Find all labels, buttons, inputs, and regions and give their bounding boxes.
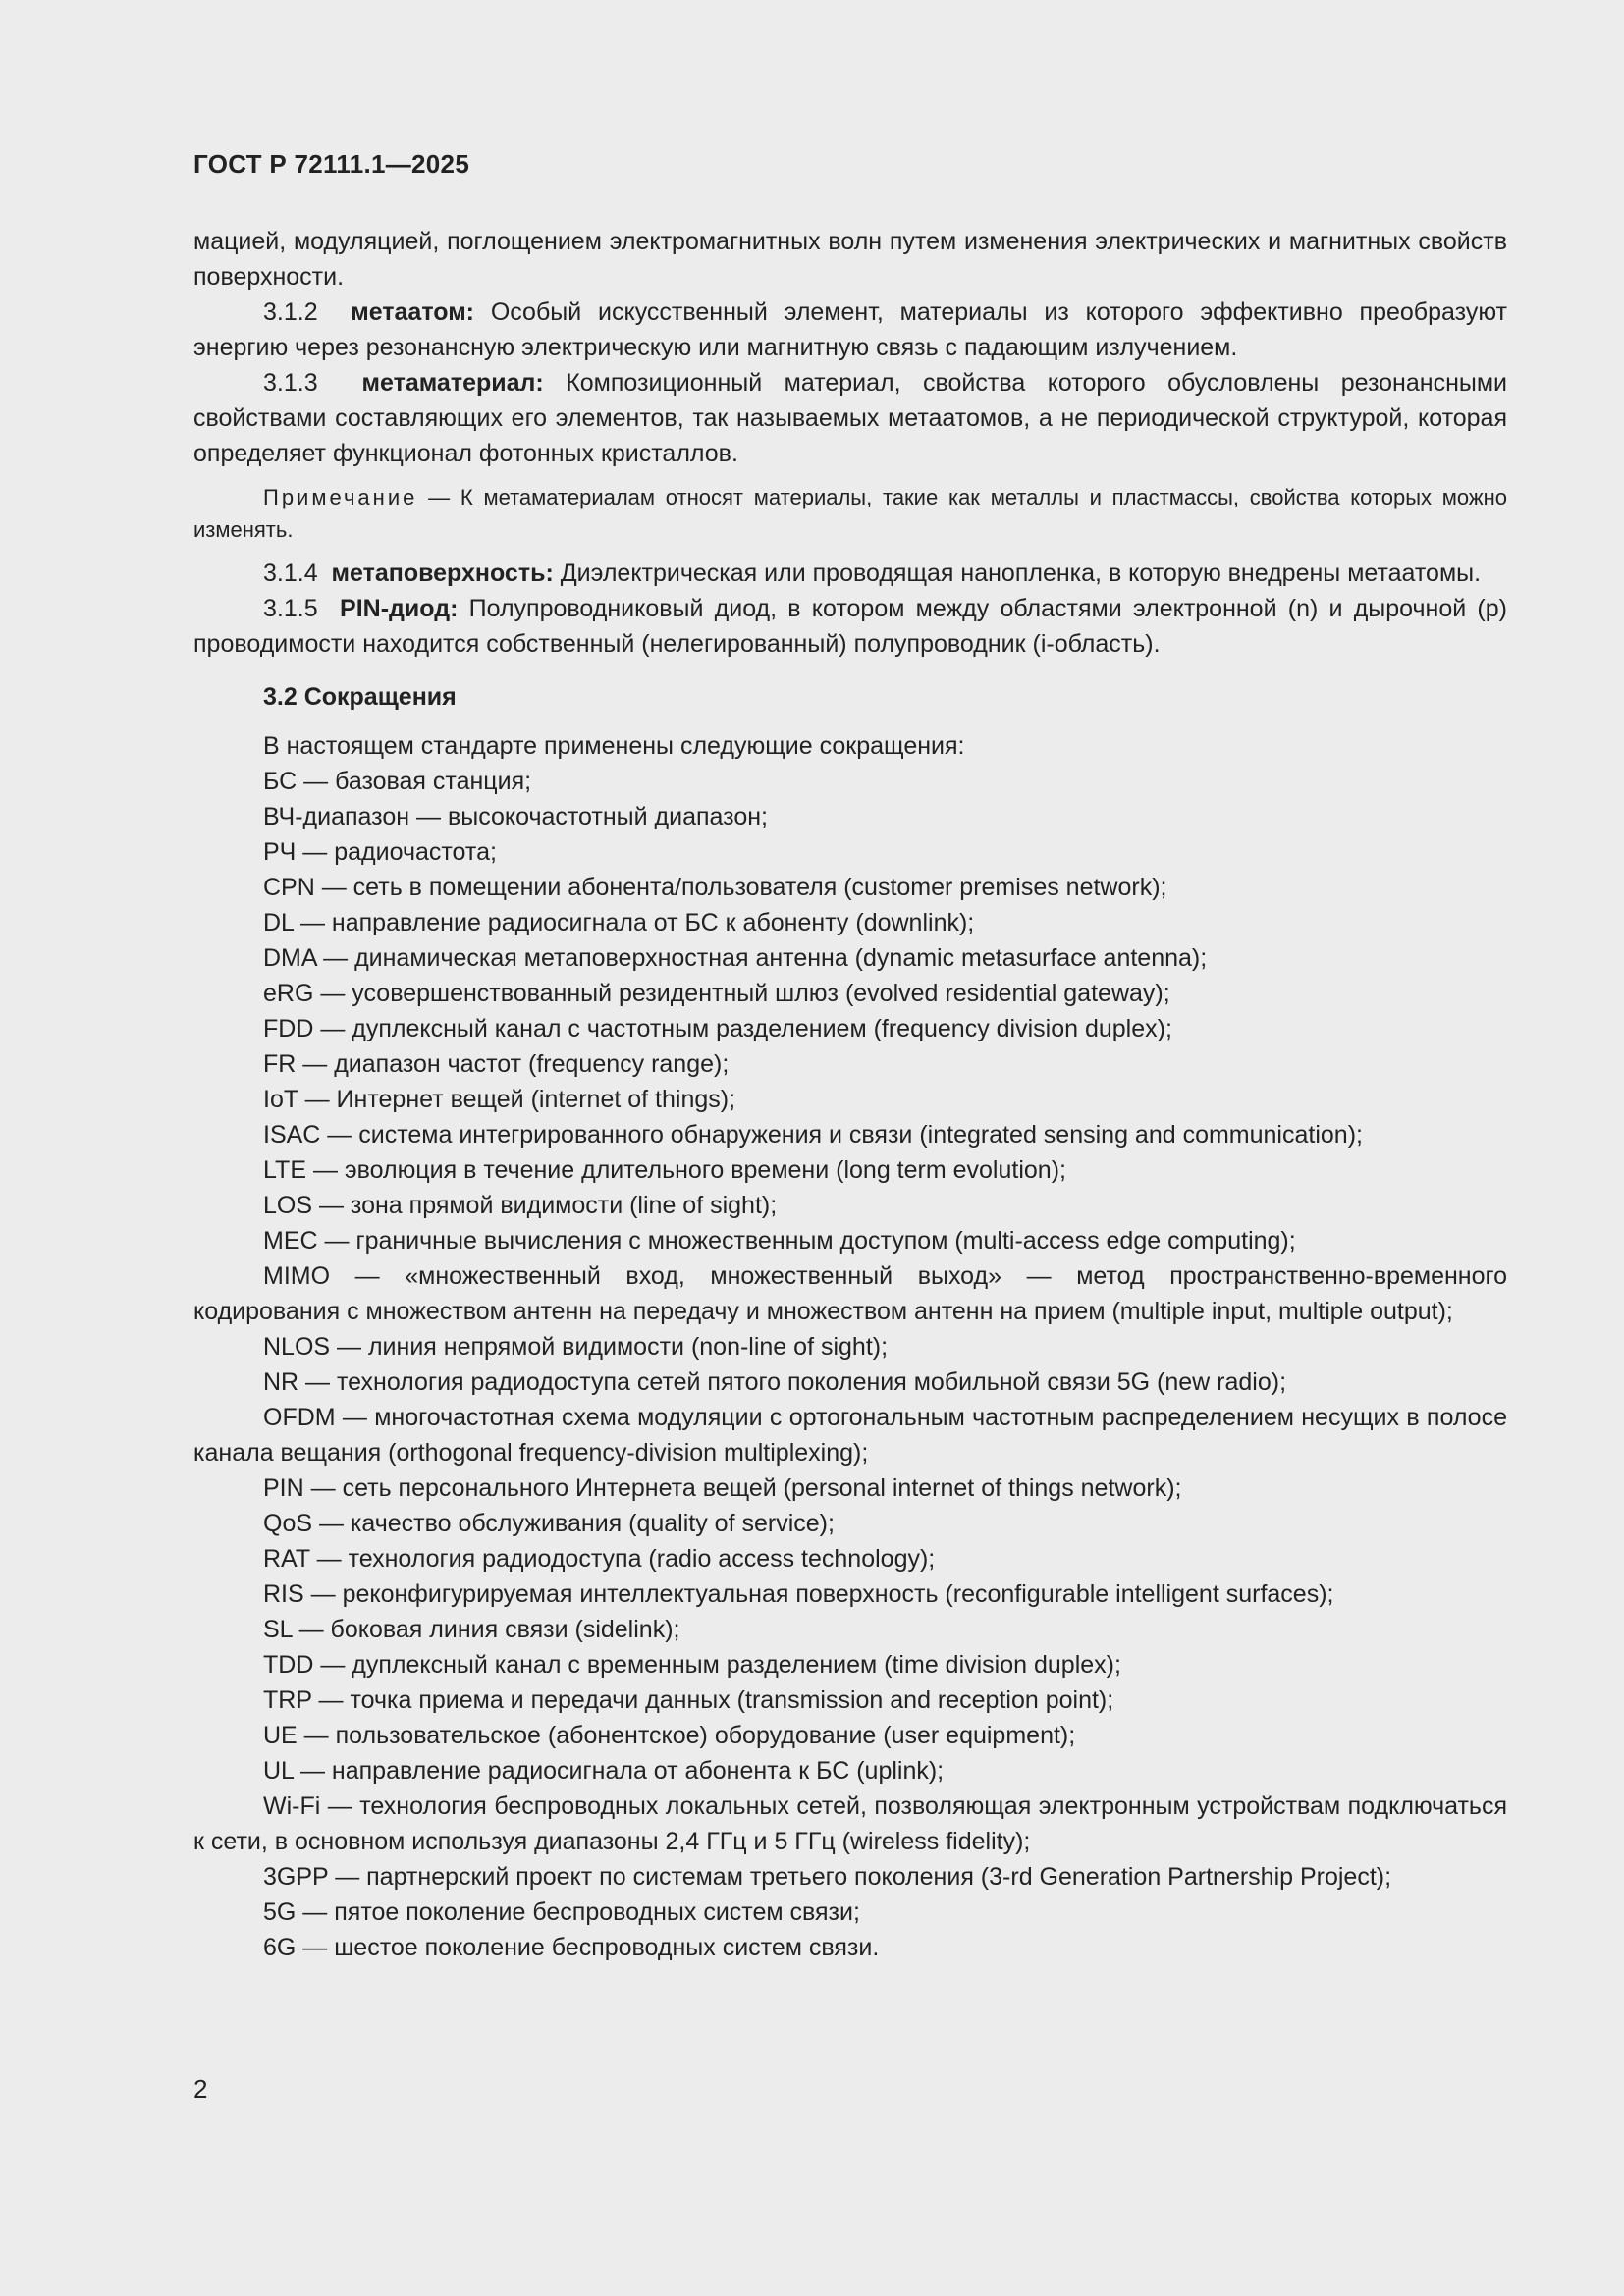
abbreviation-item: LOS — зона прямой видимости (line of sight); <box>263 1192 778 1219</box>
abbreviation-item: ВЧ-диапазон — высокочастотный диапазон; <box>263 803 768 830</box>
abbreviation-item: 6G — шестое поколение беспроводных систем связи. <box>263 1934 880 1961</box>
definition-number: 3.1.3 <box>263 369 318 397</box>
abbreviation-item: SL — боковая линия связи (sidelink); <box>263 1616 680 1643</box>
abbreviations-list <box>193 764 1507 1965</box>
definition-item <box>193 365 1507 471</box>
abbreviation-item: IoT — Интернет вещей (internet of things); <box>263 1086 736 1113</box>
definition-item <box>193 294 1507 365</box>
abbreviation-item: FDD — дуплексный канал с частотным разделением (frequency division duplex); <box>263 1015 1172 1042</box>
section-title: 3.2 Сокращения <box>263 683 457 711</box>
abbreviation-item: MIMO — «множественный вход, множественный выход» — метод пространственно-временного кодирования с множеством антенн на передачу и множеством антенн на прием (multiple input, multiple output); <box>193 1262 1507 1325</box>
definition-text: Особый искусственный элемент, материалы из которого эффективно преобразуют энергию через резонансную электрическую или магнитную связь с падающим излучением. <box>193 298 1507 361</box>
abbreviation-item: NLOS — линия непрямой видимости (non-line of sight); <box>263 1333 889 1361</box>
definition-item <box>193 591 1507 662</box>
intro-paragraph: мацией, модуляцией, поглощением электромагнитных волн путем изменения электрических и магнитных свойств поверхности. <box>193 228 1507 291</box>
abbreviation-item: FR — диапазон частот (frequency range); <box>263 1050 730 1078</box>
abbreviation-item: Wi-Fi — технология беспроводных локальных сетей, позволяющая электронным устройствам подключаться к сети, в основном используя диапазоны 2,4 ГГц и 5 ГГц (wireless fidelity); <box>193 1792 1507 1855</box>
document-body <box>193 224 1507 1965</box>
abbreviation-item: LTE — эволюция в течение длительного времени (long term evolution); <box>263 1156 1066 1184</box>
abbreviation-item: PIN — сеть персонального Интернета вещей (personal internet of things network); <box>263 1474 1182 1502</box>
abbreviation-item: MEC — граничные вычисления с множественным доступом (multi-access edge computing); <box>263 1227 1296 1255</box>
abbreviation-item: OFDM — многочастотная схема модуляции с ортогональным частотным распределением несущих в полосе канала вещания (orthogonal frequency-division multiplexing); <box>193 1404 1507 1467</box>
abbreviation-item: 3GPP — партнерский проект по системам третьего поколения (3-rd Generation Partnership Project); <box>263 1863 1392 1891</box>
definition-text: Композиционный материал, свойства которого обусловлены резонансными свойствами составляющих его элементов, так называемых метаатомов, а не периодической структурой, которая определяет функционал фотонных кристаллов. <box>193 369 1507 467</box>
page-number: 2 <box>193 2074 208 2104</box>
definition-number: 3.1.5 <box>263 595 318 622</box>
abbreviation-item: eRG — усовершенствованный резидентный шлюз (evolved residential gateway); <box>263 980 1170 1007</box>
abbreviation-item: РЧ — радиочастота; <box>263 838 497 866</box>
abbreviation-item: CPN — сеть в помещении абонента/пользователя (customer premises network); <box>263 874 1167 901</box>
abbreviation-item: DMA — динамическая метаповерхностная антенна (dynamic metasurface antenna); <box>263 944 1208 972</box>
abbreviation-item: TDD — дуплексный канал с временным разделением (time division duplex); <box>263 1651 1121 1679</box>
abbreviation-item: DL — направление радиосигнала от БС к абоненту (downlink); <box>263 909 975 936</box>
definition-text: Полупроводниковый диод, в котором между областями электронной (n) и дырочной (p) проводимости находится собственный (нелегированный) полупроводник (i-область). <box>193 595 1507 658</box>
note-label: Примечание <box>263 485 418 509</box>
definition-term: метаматериал: <box>361 369 544 397</box>
definition-term: метаатом: <box>351 298 475 326</box>
abbreviation-item: ISAC — система интегрированного обнаружения и связи (integrated sensing and communication); <box>263 1121 1363 1148</box>
abbreviation-item: RAT — технология радиодоступа (radio access technology); <box>263 1545 936 1573</box>
definitions-block-2 <box>193 556 1507 662</box>
definition-number: 3.1.2 <box>263 298 318 326</box>
note-paragraph <box>193 481 1507 546</box>
section-intro: В настоящем стандарте применены следующие сокращения: <box>263 732 965 760</box>
abbreviation-item: RIS — реконфигурируемая интеллектуальная поверхность (reconfigurable intelligent surfaces); <box>263 1580 1334 1608</box>
note-text: — К метаматериалам относят материалы, такие как металлы и пластмассы, свойства которых можно изменять. <box>193 485 1507 542</box>
abbreviation-item: QoS — качество обслуживания (quality of service); <box>263 1510 835 1537</box>
abbreviation-item: 5G — пятое поколение беспроводных систем связи; <box>263 1898 860 1926</box>
definition-number: 3.1.4 <box>263 560 318 587</box>
abbreviation-item: NR — технология радиодоступа сетей пятого поколения мобильной связи 5G (new radio); <box>263 1368 1287 1396</box>
document-header: ГОСТ Р 72111.1—2025 <box>193 149 470 179</box>
definitions-block <box>193 294 1507 471</box>
definition-item <box>193 556 1507 591</box>
definition-term: PIN-диод: <box>340 595 459 622</box>
definition-text: Диэлектрическая или проводящая нанопленка, в которую внедрены метаатомы. <box>560 560 1482 587</box>
definition-term: метаповерхность: <box>331 560 554 587</box>
abbreviation-item: UL — направление радиосигнала от абонента к БС (uplink); <box>263 1757 945 1785</box>
abbreviation-item: TRP — точка приема и передачи данных (transmission and reception point); <box>263 1686 1114 1714</box>
abbreviation-item: UE — пользовательское (абонентское) оборудование (user equipment); <box>263 1722 1076 1749</box>
abbreviation-item: БС — базовая станция; <box>263 768 532 795</box>
